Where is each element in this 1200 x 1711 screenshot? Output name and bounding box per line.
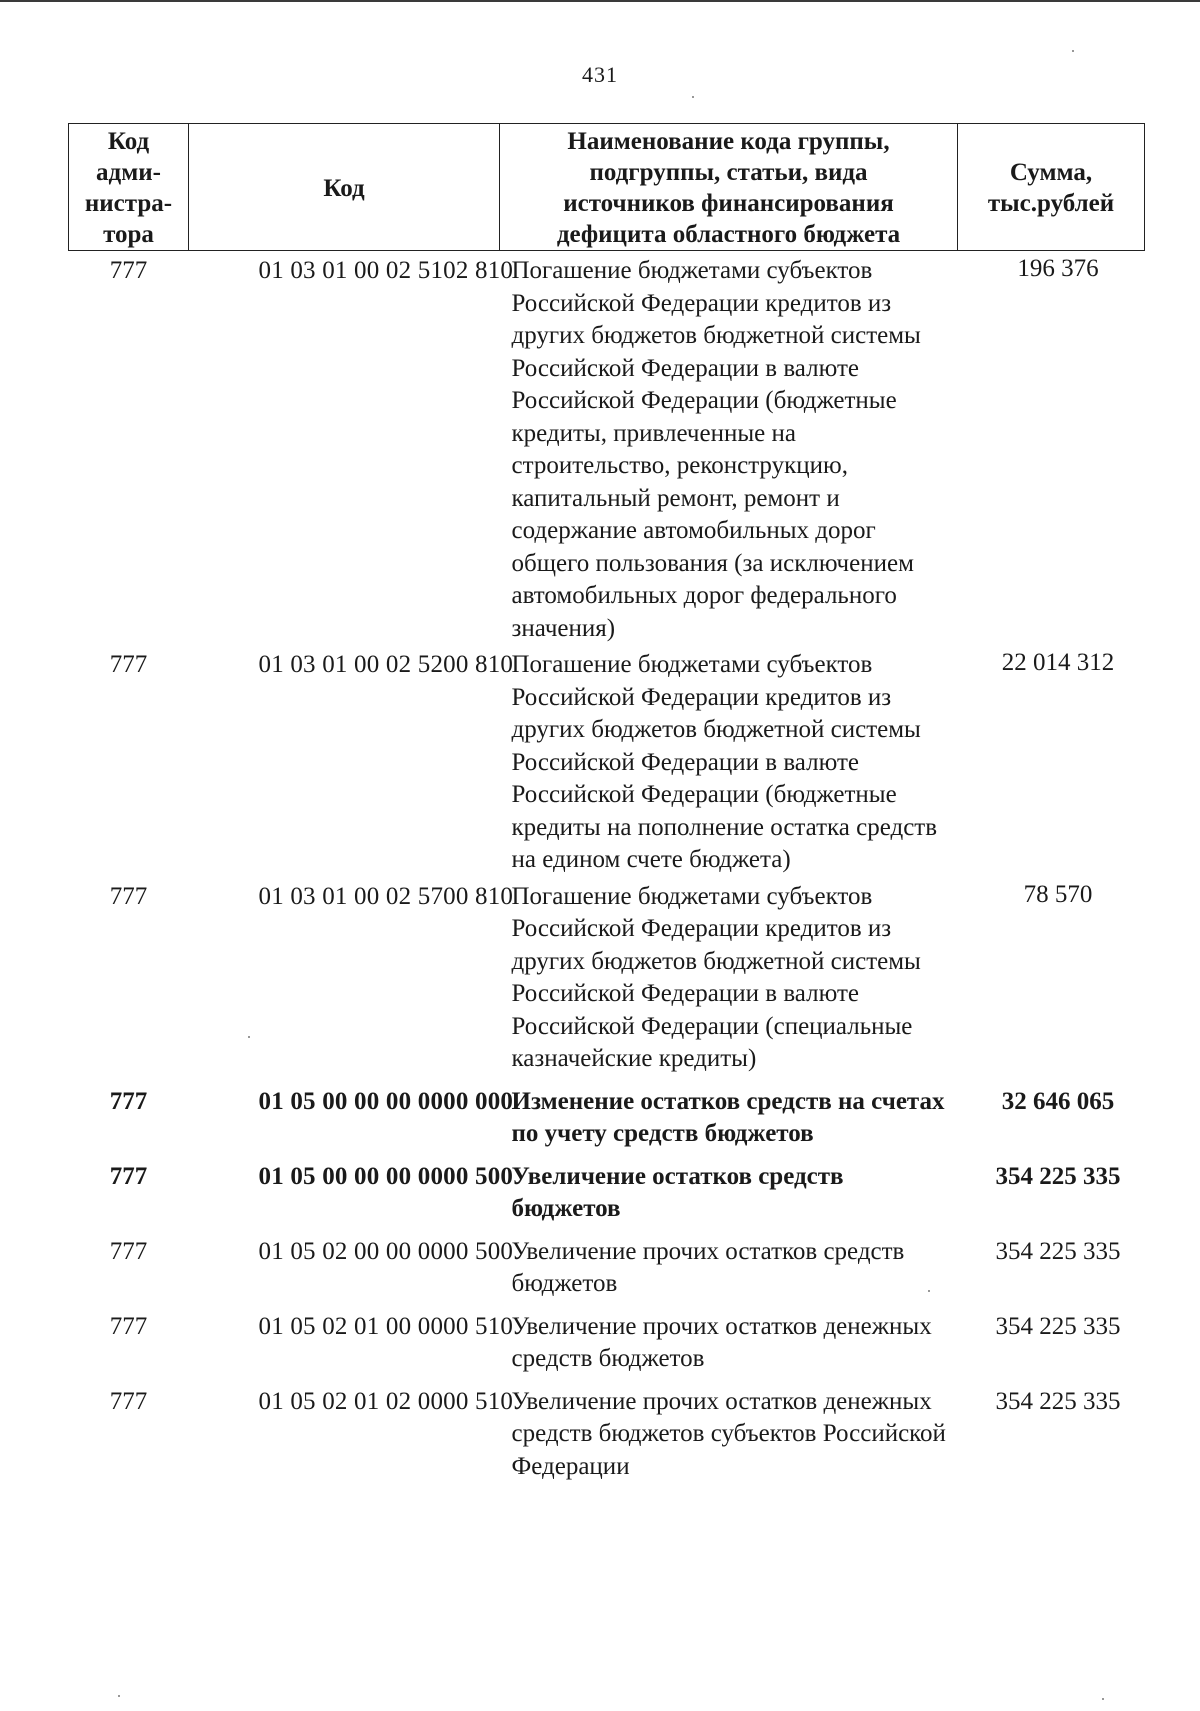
name-cell: Погашение бюджетами субъектов Российской Федерации кредитов из других бюджетов бюджетной системы Российской Федерации в валюте Российской Федерации (специальные казначейские кредиты) [511,882,921,1072]
page-number: 431 [582,62,618,87]
header-sum [958,124,1145,251]
code-cell: 01 05 02 00 00 0000 500 [258,1237,514,1265]
table-row [69,1301,1145,1376]
header-admin-code-line: тора [103,221,154,248]
code-cell: 01 03 01 00 02 5700 810 [258,882,514,910]
name-cell: Увеличение прочих остатков средств бюджетов [511,1237,905,1297]
name-cell: Увеличение прочих остатков денежных средств бюджетов субъектов Российской Федерации [511,1387,946,1480]
budget-sources-table [68,123,1145,1483]
table-row [69,877,1145,1076]
scan-speck [928,1290,930,1292]
admin-code-cell: 777 [109,651,148,678]
header-admin-code-line: адми- [96,159,161,186]
scan-speck [1102,1698,1104,1700]
table-header [69,124,1145,251]
sum-cell: 196 376 [1017,255,1099,282]
name-cell: Изменение остатков средств на счетах по учету средств бюджетов [511,1087,945,1147]
table-row [69,1151,1145,1226]
scan-speck [118,1695,120,1697]
name-cell: Погашение бюджетами субъектов Российской Федерации кредитов из других бюджетов бюджетной системы Российской Федерации в валюте Российской Федерации (бюджетные кредиты, привлеченные на строительство, реконструкцию, капитальный ремонт, ремонт и содержание автомобильных дорог общего пользования (за исключением автомобильных дорог федерального значения) [511,257,921,642]
header-name [500,124,958,251]
name-cell: Погашение бюджетами субъектов Российской Федерации кредитов из других бюджетов бюджетной системы Российской Федерации в валюте Российской Федерации (бюджетные кредиты на пополнение остатка средств на едином счете бюджета) [511,651,938,873]
header-admin-code-line: Код [107,128,150,155]
table-row [69,645,1145,877]
admin-code-cell: 777 [109,1387,148,1415]
header-admin-code-line: нистра- [84,190,173,217]
header-sum-line: Сумма, [1009,159,1093,186]
sum-cell: 32 646 065 [1001,1087,1115,1115]
table-body [69,251,1145,1484]
name-cell: Увеличение остатков средств бюджетов [511,1162,844,1222]
table-row [69,251,1145,646]
code-cell: 01 05 00 00 00 0000 500 [258,1162,514,1190]
sum-cell: 354 225 335 [995,1312,1121,1340]
sum-cell: 354 225 335 [995,1162,1121,1190]
header-admin-code [69,124,189,251]
admin-code-cell: 777 [109,1312,148,1340]
code-cell: 01 03 01 00 02 5200 810 [258,651,514,678]
header-name-line: Наименование кода группы, [567,128,890,155]
scan-speck [248,1036,250,1038]
header-name-line: дефицита областного бюджета [556,221,901,248]
table-row [69,1376,1145,1484]
code-cell: 01 05 02 01 02 0000 510 [258,1387,514,1415]
table-row [69,1226,1145,1301]
admin-code-cell: 777 [109,257,148,284]
scan-speck [692,96,694,98]
admin-code-cell: 777 [109,1237,148,1265]
code-cell: 01 03 01 00 02 5102 810 [258,257,514,284]
header-name-line: подгруппы, статьи, вида [589,159,868,186]
header-sum-line: тыс.рублей [987,190,1115,217]
code-cell: 01 05 02 01 00 0000 510 [258,1312,514,1340]
sum-cell: 78 570 [1023,880,1093,908]
admin-code-cell: 777 [109,882,148,910]
header-name-line: источников финансирования [563,190,894,217]
code-cell: 01 05 00 00 00 0000 000 [258,1087,514,1115]
table-header-row [69,124,1145,251]
name-cell: Увеличение прочих остатков денежных средств бюджетов [511,1312,932,1372]
header-code: Код [189,124,500,251]
sum-cell: 22 014 312 [1001,649,1115,676]
page-top-edge [0,0,1200,2]
scan-speck [1072,50,1074,52]
sum-cell: 354 225 335 [995,1237,1121,1265]
admin-code-cell: 777 [109,1087,148,1115]
sum-cell: 354 225 335 [995,1387,1121,1415]
table-row [69,1076,1145,1151]
admin-code-cell: 777 [109,1162,148,1190]
